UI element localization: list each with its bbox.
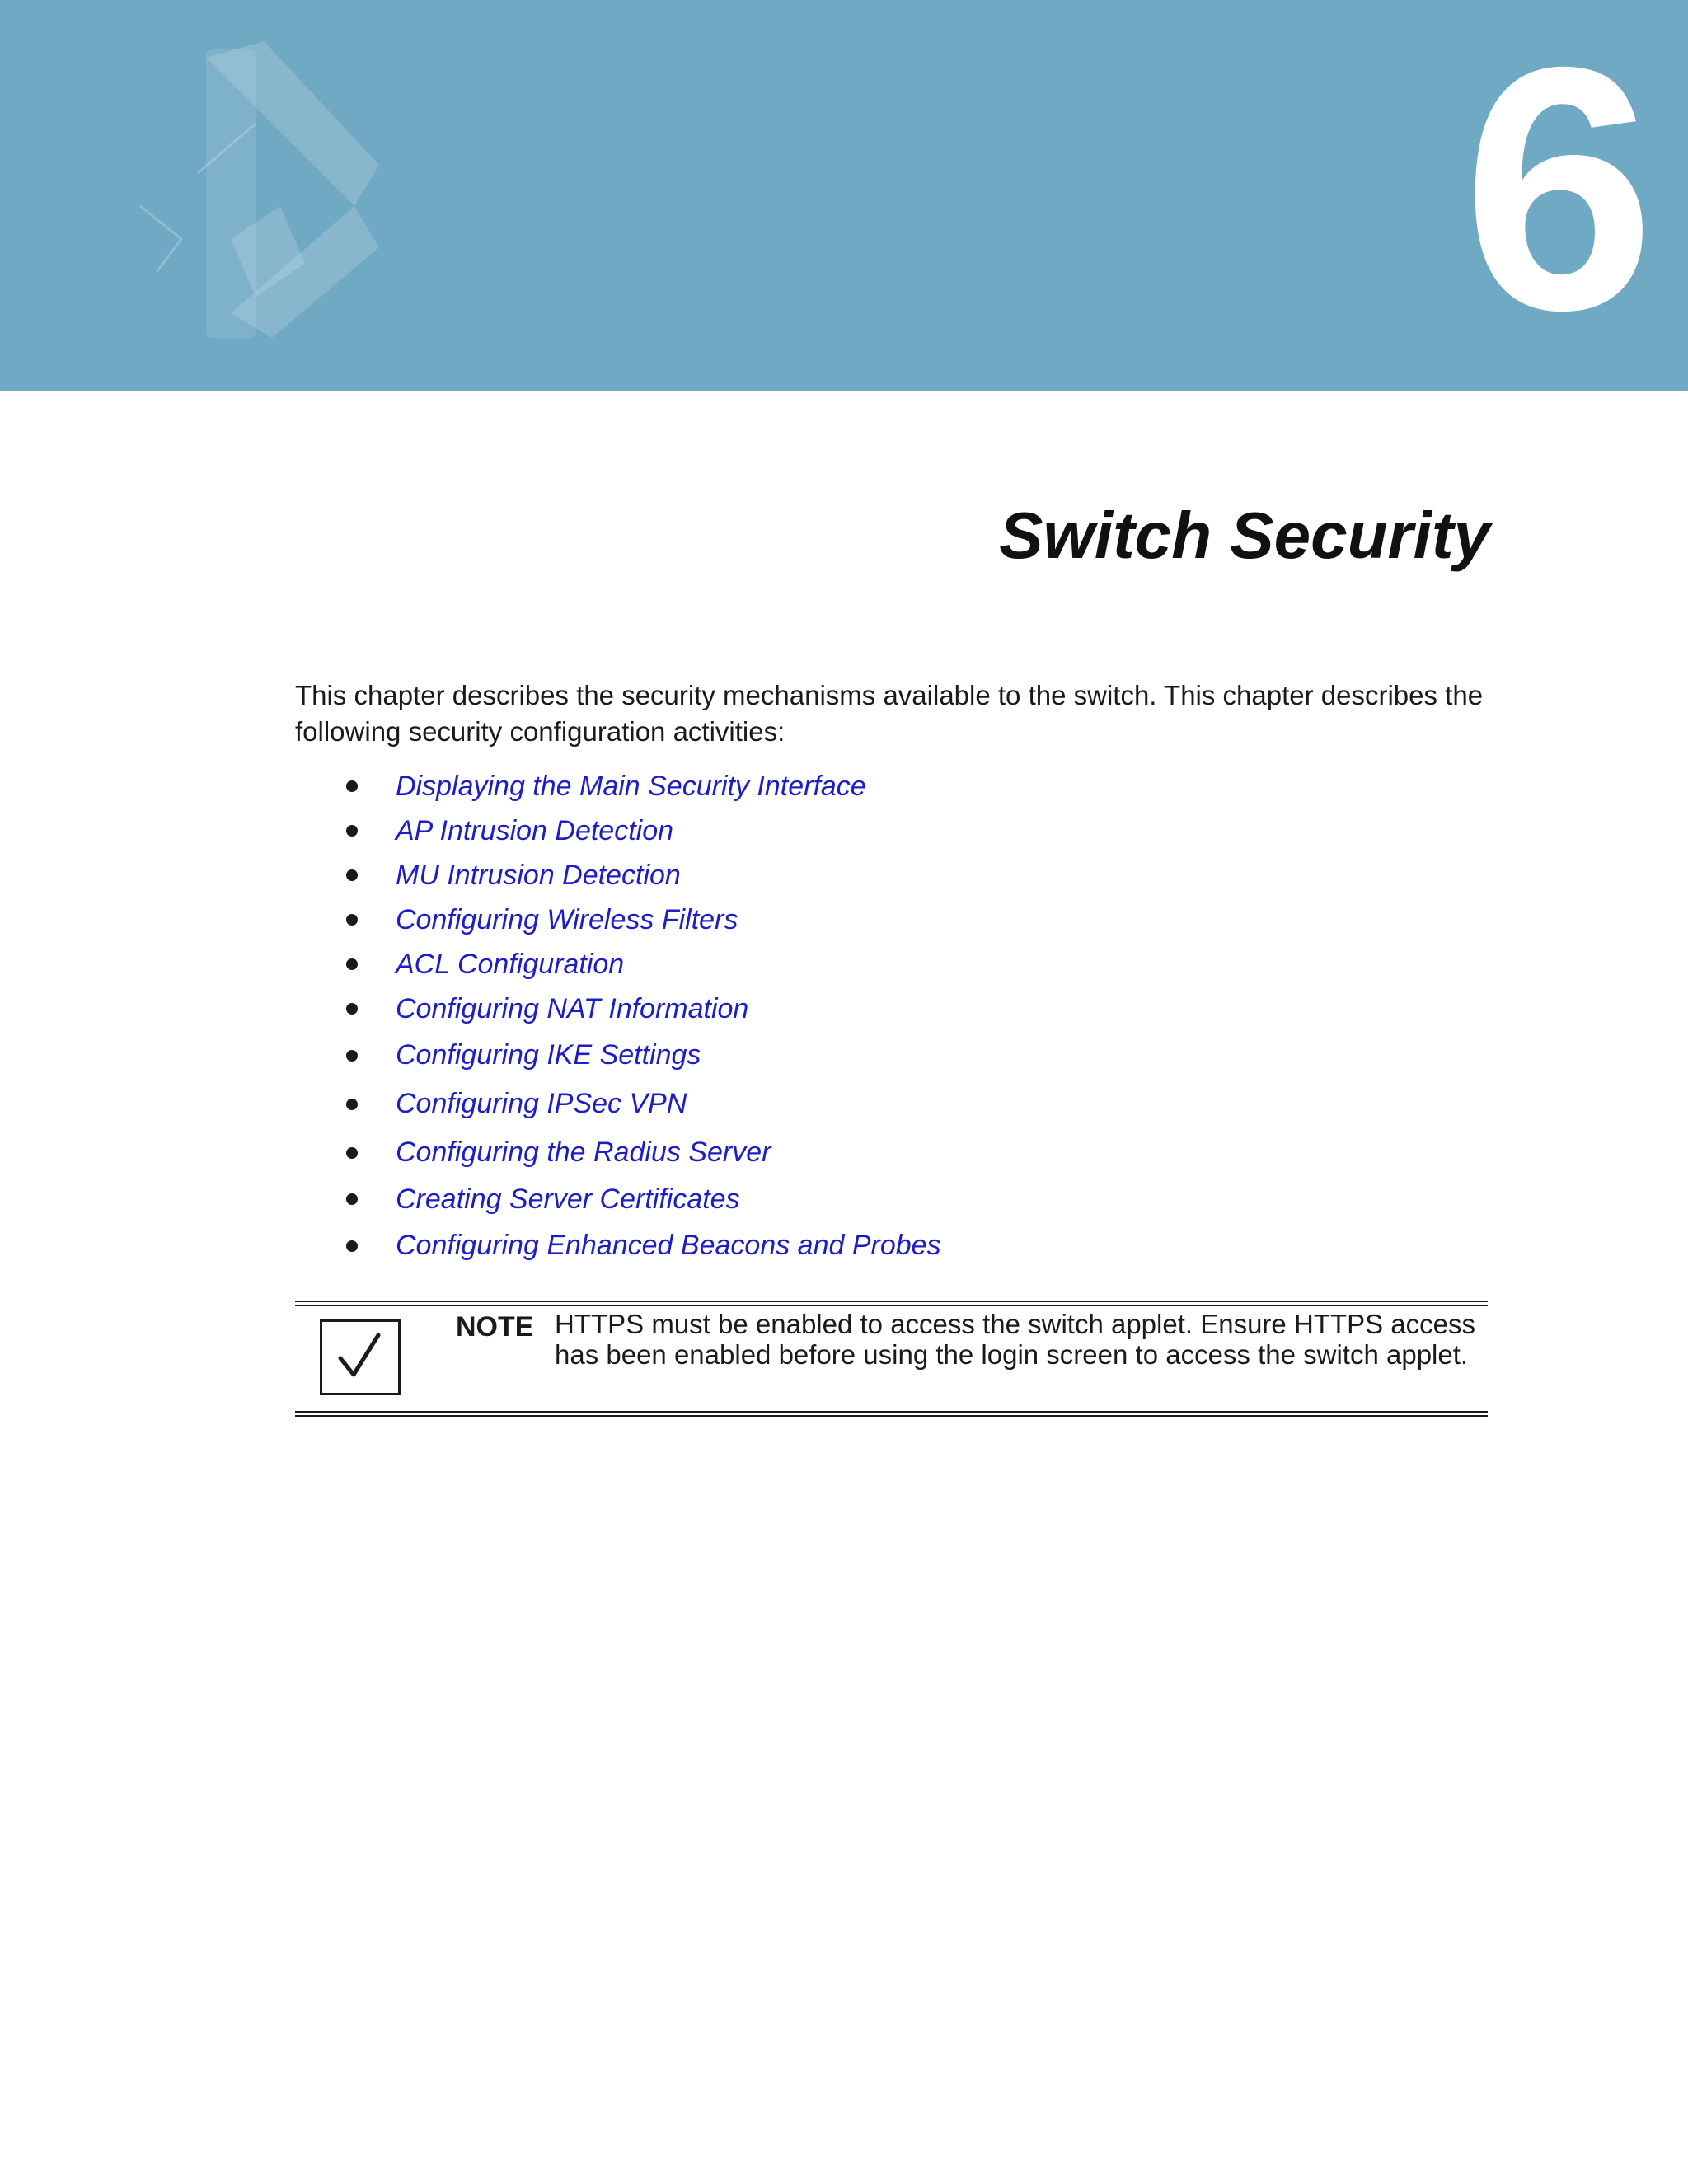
- note-text: HTTPS must be enabled to access the switch applet. Ensure HTTPS access has been enabled before using the login screen to access the switch applet.: [555, 1309, 1475, 1370]
- chapter-number: 6: [1462, 0, 1655, 382]
- bullet-icon: [346, 780, 358, 792]
- topic-link[interactable]: Configuring IPSec VPN: [396, 1088, 687, 1119]
- list-item: [295, 853, 1490, 898]
- bullet-icon: [346, 1099, 358, 1110]
- list-item: [295, 942, 1490, 987]
- bullet-icon: [346, 914, 358, 926]
- topic-link[interactable]: Configuring IKE Settings: [396, 1039, 701, 1071]
- list-item: [295, 1128, 1490, 1177]
- topic-link[interactable]: Configuring the Radius Server: [396, 1137, 771, 1168]
- topic-link[interactable]: Configuring Wireless Filters: [396, 903, 738, 935]
- list-item: [295, 808, 1490, 853]
- bullet-icon: [346, 1193, 358, 1205]
- list-item: [295, 1221, 1490, 1270]
- bullet-icon: [346, 1003, 358, 1015]
- list-item: [295, 1080, 1490, 1128]
- list-item: [295, 898, 1490, 942]
- topic-link[interactable]: ACL Configuration: [396, 948, 625, 980]
- checkmark-icon: [320, 1319, 401, 1395]
- list-item: [295, 764, 1490, 808]
- bullet-icon: [346, 869, 358, 881]
- bullet-icon: [346, 1147, 358, 1159]
- topic-link[interactable]: Configuring NAT Information: [396, 992, 749, 1024]
- bullet-icon: [346, 1050, 358, 1062]
- intro-paragraph: This chapter describes the security mechanisms available to the switch. This chapter describes the following security configuration activities:: [295, 680, 1484, 747]
- note-bottom-rule: [295, 1411, 1488, 1417]
- chapter-title: Switch Security: [999, 499, 1490, 572]
- topic-link[interactable]: MU Intrusion Detection: [396, 859, 681, 891]
- note-label: NOTE: [456, 1311, 534, 1343]
- topic-link[interactable]: Configuring Enhanced Beacons and Probes: [396, 1230, 941, 1261]
- note-top-rule: [295, 1301, 1488, 1306]
- note-box: [295, 1301, 1488, 1418]
- motorola-arrow-logo-icon: [107, 33, 420, 354]
- bullet-icon: [346, 1240, 358, 1252]
- bullet-icon: [346, 825, 358, 837]
- topic-link[interactable]: AP Intrusion Detection: [396, 814, 674, 846]
- topic-link[interactable]: Creating Server Certificates: [396, 1183, 740, 1215]
- list-item: [295, 1031, 1490, 1080]
- bullet-icon: [346, 958, 358, 970]
- list-item: [295, 987, 1490, 1031]
- topic-link[interactable]: Displaying the Main Security Interface: [396, 770, 866, 802]
- list-item: [295, 1177, 1490, 1221]
- topic-list: [295, 764, 1490, 1270]
- chapter-banner: [0, 0, 1688, 391]
